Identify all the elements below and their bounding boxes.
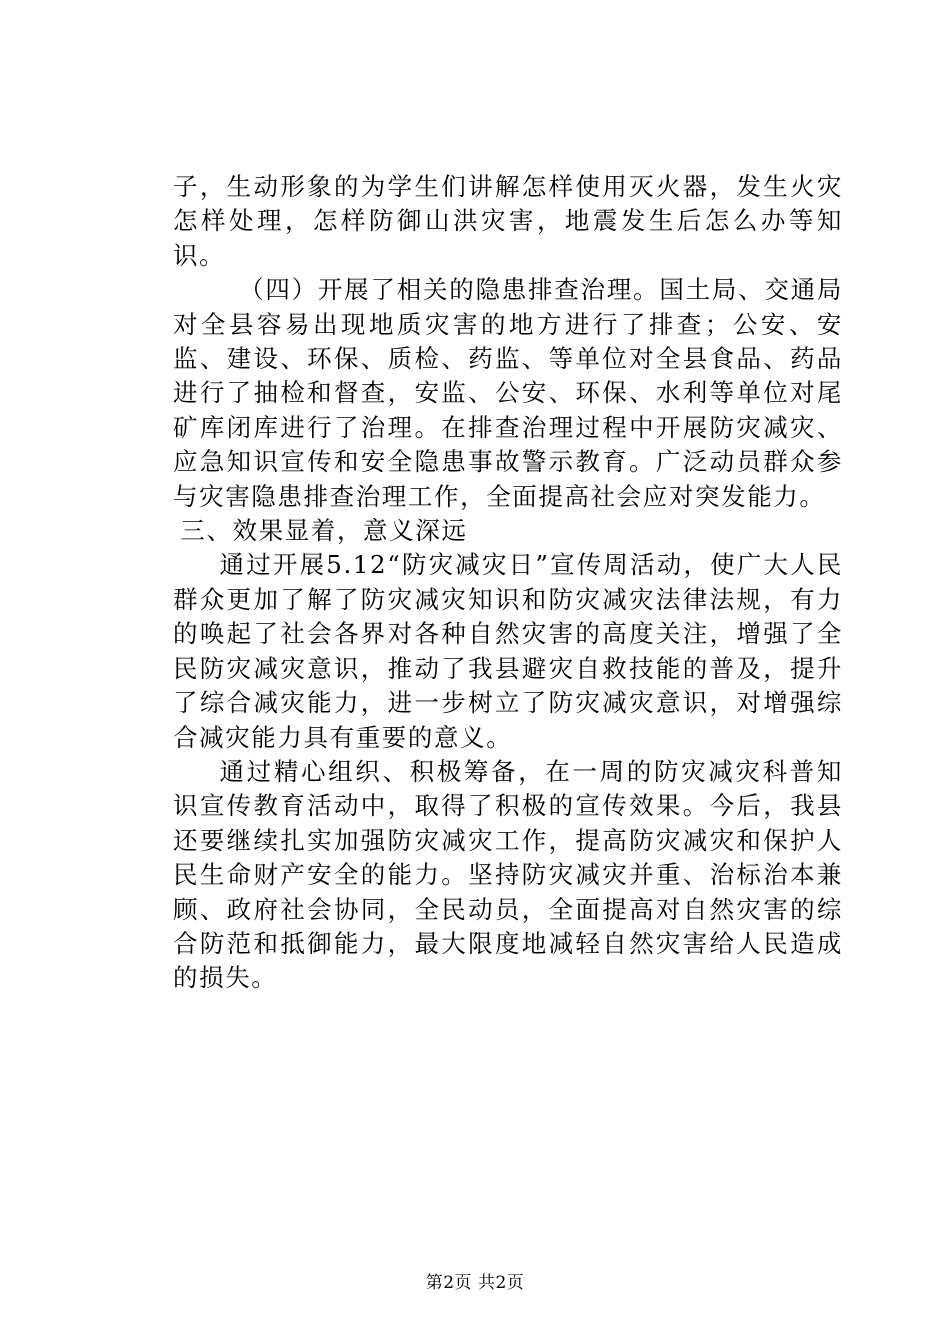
section-heading-results: 三、效果显着，意义深远 — [180, 516, 468, 546]
document-body — [173, 170, 843, 996]
paragraph-hazard-inspection: （四）开展了相关的隐患排查治理。国土局、交通局对全县容易出现地质灾害的地方进行了排查；公安、安监、建设、环保、质检、药监、等单位对全县食品、药品进行了抽检和督查，安监、公安、环保、水利等单位对尾矿库闭库进行了治理。在排查治理过程中开展防灾减灾、应急知识宣传和安全隐患事故警示教育。广泛动员群众参与灾害隐患排查治理工作，全面提高社会应对突发能力。 — [173, 275, 843, 511]
paragraph-continuation: 子，生动形象的为学生们讲解怎样使用灭火器，发生火灾怎样处理，怎样防御山洪灾害，地震发生后怎么办等知识。 — [173, 172, 843, 270]
paragraph-future-work: 通过精心组织、积极筹备，在一周的防灾减灾科普知识宣传教育活动中，取得了积极的宣传效果。今后，我县还要继续扎实加强防灾减灾工作，提高防灾减灾和保护人民生命财产安全的能力。坚持防灾减灾并重、治标治本兼顾、政府社会协同，全民动员，全面提高对自然灾害的综合防范和抵御能力，最大限度地减轻自然灾害给人民造成的损失。 — [173, 756, 843, 993]
paragraph-campaign-effects: 通过开展5.12“防灾减灾日”宣传周活动，使广大人民群众更加了解了防灾减灾知识和防灾减灾法律法规，有力的唤起了社会各界对各种自然灾害的高度关注，增强了全民防灾减灾意识，推动了我县避灾自救技能的普及，提升了综合减灾能力，进一步树立了防灾减灾意识，对增强综合减灾能力具有重要的意义。 — [173, 550, 843, 752]
page-number-footer: 第2页 共2页 — [425, 1273, 525, 1293]
